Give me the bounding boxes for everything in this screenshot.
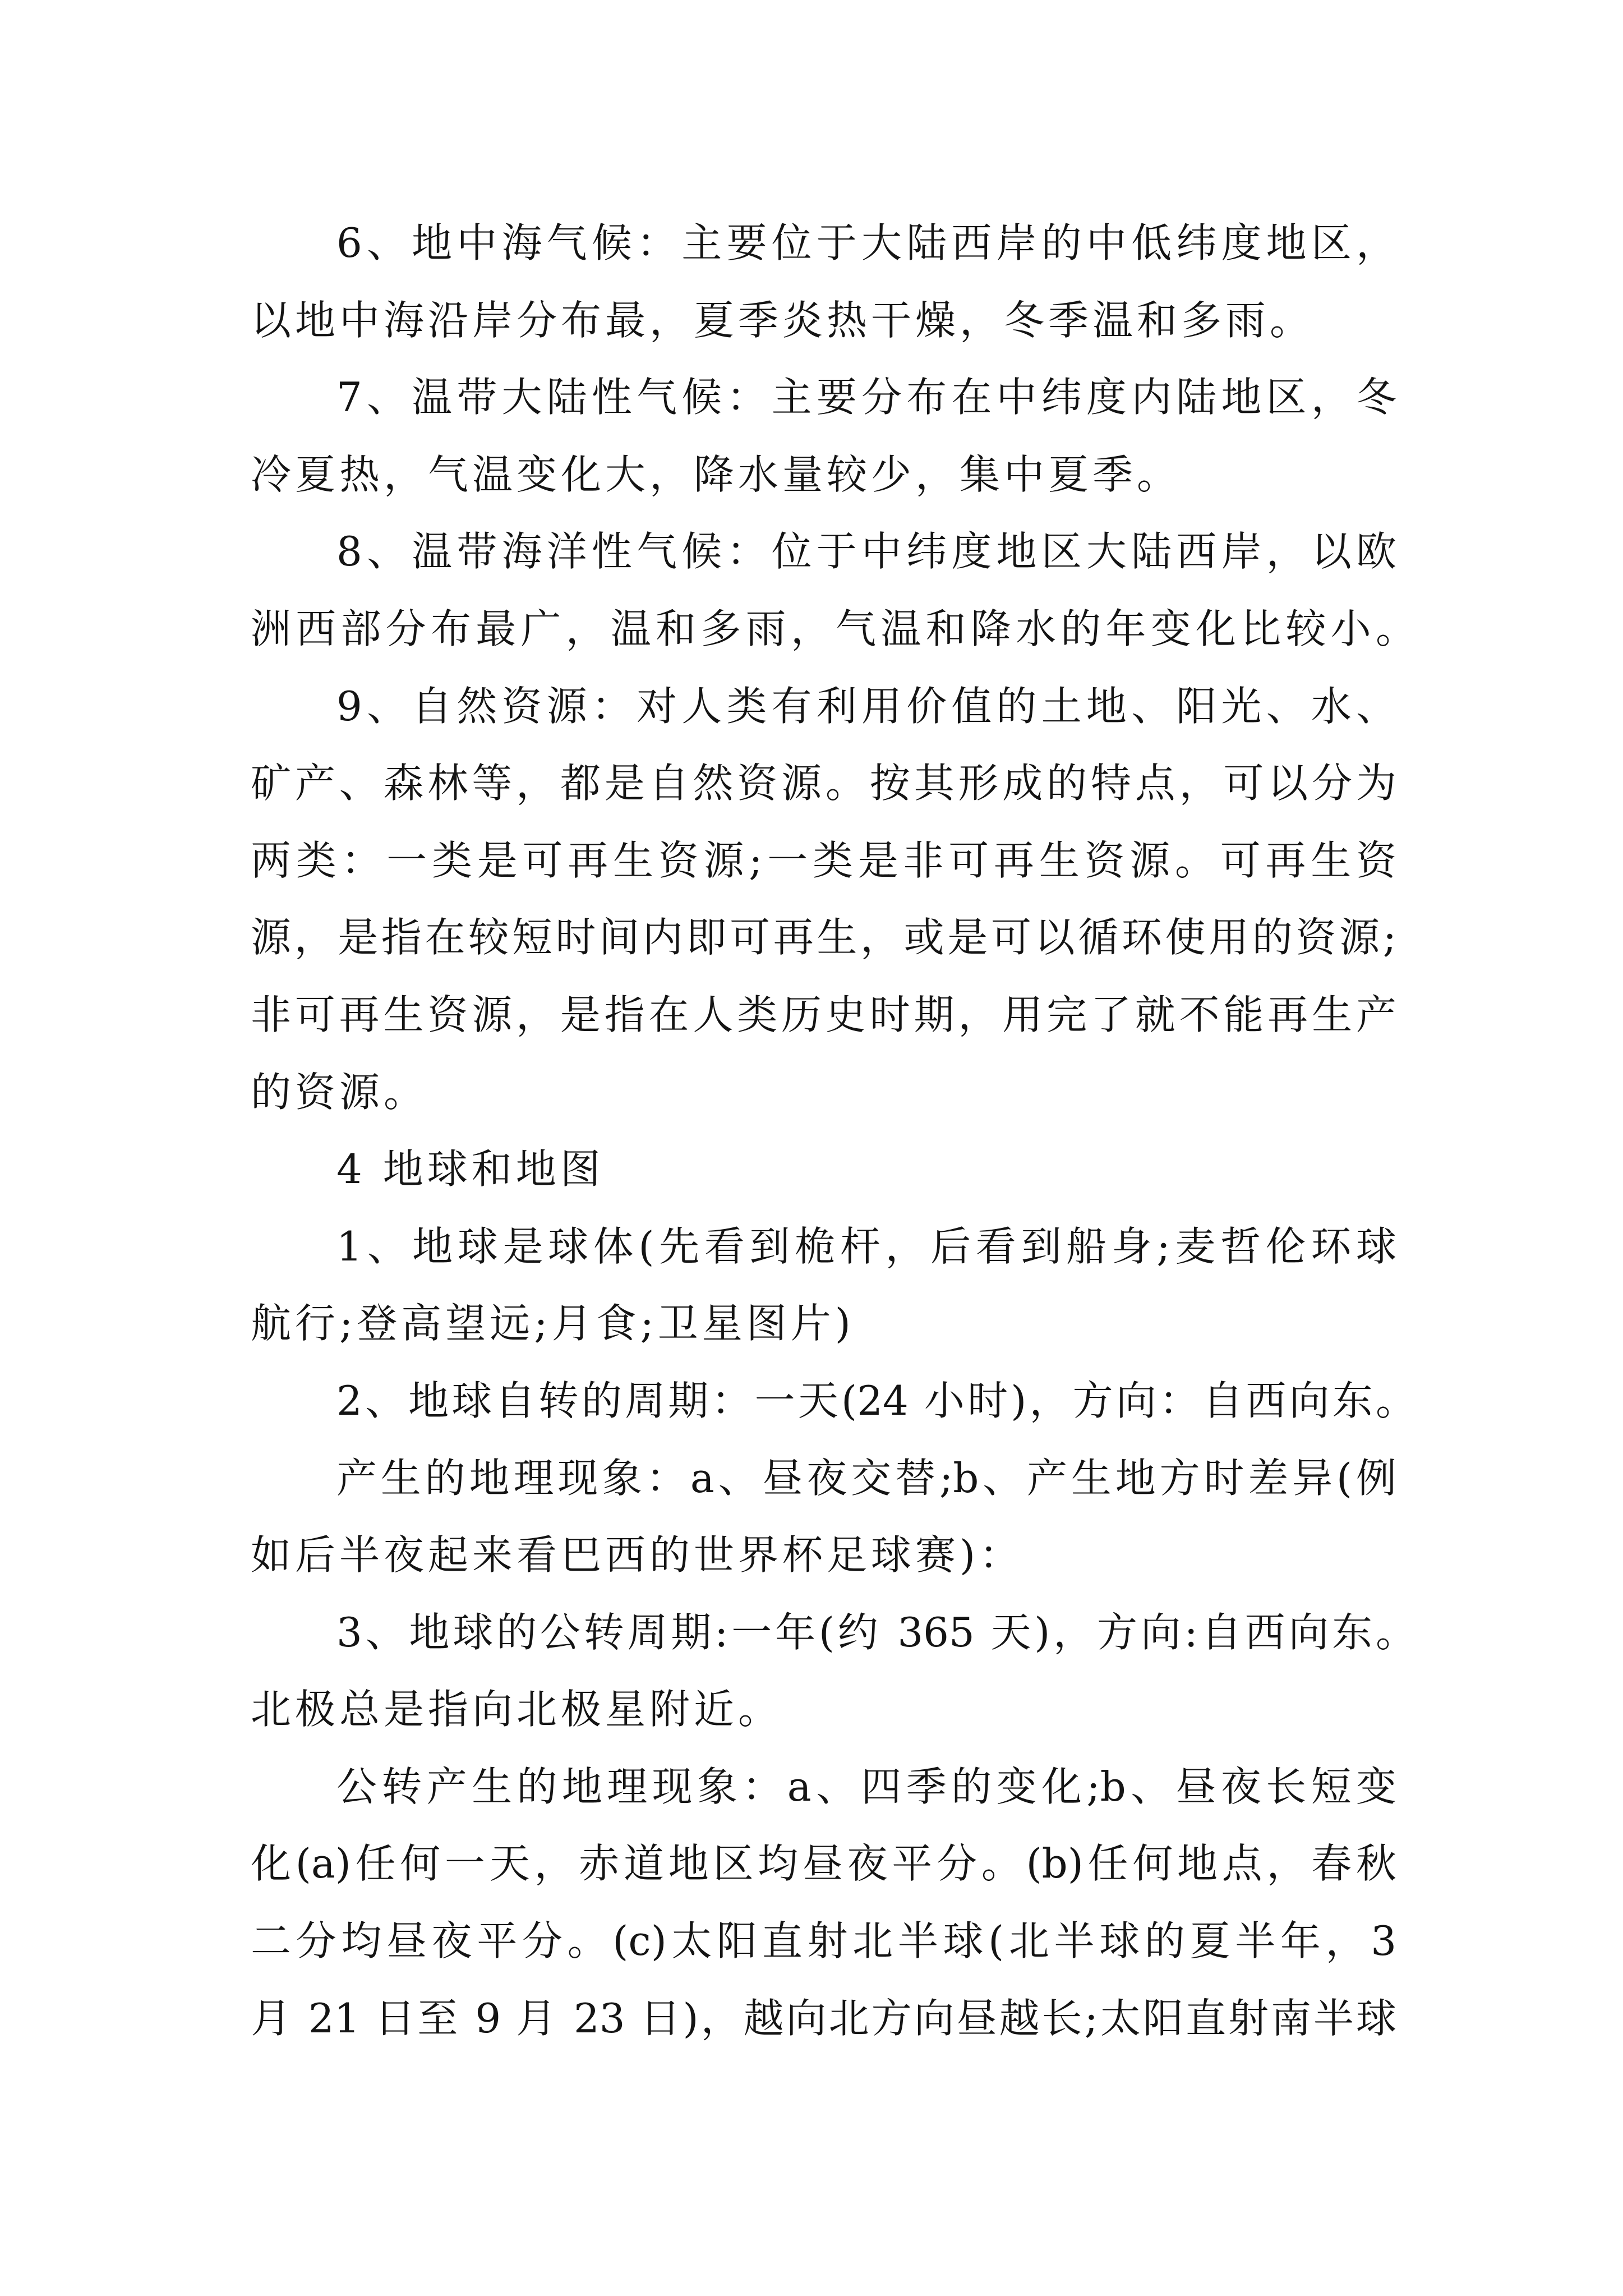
text-line: 9、自然资源：对人类有利用价值的土地、阳光、水、 [336,682,1396,730]
section-title: 4 地球和地图 [336,1145,605,1193]
text-line: 化(a)任何一天，赤道地区均昼夜平分。(b)任何地点，春秋 [251,1840,1396,1888]
text-line: 2、地球自转的周期：一天(24 小时)，方向：自西向东。 [336,1377,1416,1424]
text-line: 冷夏热，气温变化大，降水量较少，集中夏季。 [251,450,1182,498]
text-line: 如后半夜起来看巴西的世界杯足球赛)： [251,1531,1024,1579]
text-line: 北极总是指向北极星附近。 [251,1686,783,1733]
section-heading [251,1131,1396,1208]
paragraph-earth-is-sphere [251,1208,1396,1363]
paragraph-mediterranean-climate [251,205,1396,359]
text-line: 月 21 日至 9 月 23 日)，越向北方向昼越长;太阳直射南半球 [251,1994,1396,2042]
paragraph-earth-revolution [251,1594,1416,1749]
text-line: 6、地中海气候：主要位于大陆西岸的中低纬度地区， [336,219,1396,266]
text-line: 航行;登高望远;月食;卫星图片) [251,1300,855,1347]
text-line: 3、地球的公转周期:一年(约 365 天)，方向:自西向东。 [336,1608,1416,1656]
paragraph-rotation-phenomena [251,1440,1396,1594]
text-line: 源，是指在较短时间内即可再生，或是可以循环使用的资源; [251,914,1396,961]
text-line: 7、温带大陆性气候：主要分布在中纬度内陆地区，冬 [336,374,1396,421]
text-line: 两类：一类是可再生资源;一类是非可再生资源。可再生资 [251,836,1396,884]
text-line: 二分均昼夜平分。(c)太阳直射北半球(北半球的夏半年，3 [251,1917,1396,1965]
paragraph-oceanic-climate [251,513,1416,668]
text-line: 8、温带海洋性气候：位于中纬度地区大陆西岸，以欧 [336,528,1396,576]
paragraph-continental-climate [251,359,1396,513]
text-line: 公转产生的地理现象：a、四季的变化;b、昼夜长短变 [336,1763,1396,1810]
text-line: 矿产、森林等，都是自然资源。按其形成的特点，可以分为 [251,760,1396,807]
document-body [251,205,1416,2057]
text-line: 1、地球是球体(先看到桅杆，后看到船身;麦哲伦环球 [336,1222,1396,1270]
paragraph-earth-rotation [251,1363,1416,1440]
paragraph-natural-resources [251,668,1396,1131]
text-line: 的资源。 [251,1068,428,1116]
text-line: 产生的地理现象：a、昼夜交替;b、产生地方时差异(例 [336,1454,1396,1502]
text-line: 非可再生资源，是指在人类历史时期，用完了就不能再生产 [251,991,1396,1038]
text-line: 洲西部分布最广，温和多雨，气温和降水的年变化比较小。 [251,605,1416,652]
text-line: 以地中海沿岸分布最，夏季炎热干燥，冬季温和多雨。 [251,296,1315,344]
paragraph-revolution-phenomena [251,1749,1396,2057]
